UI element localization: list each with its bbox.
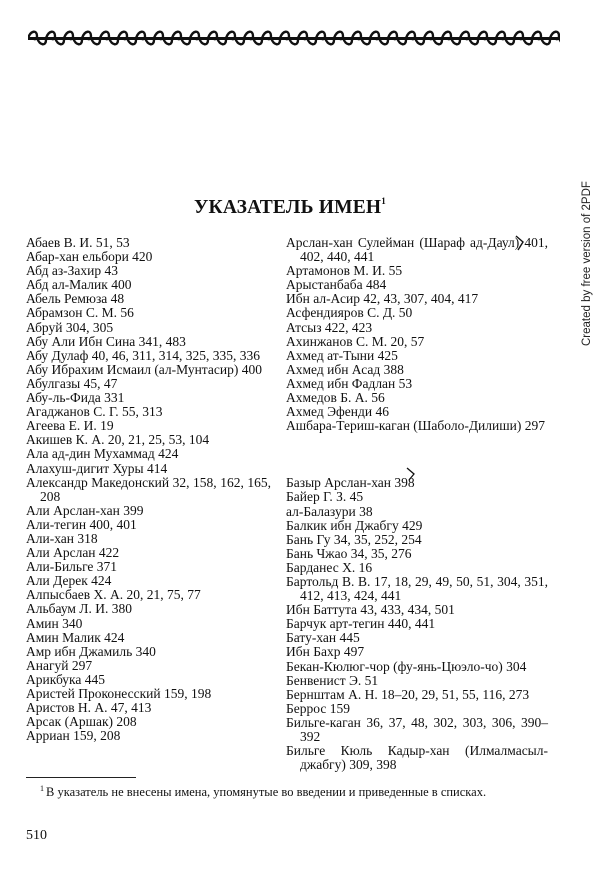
index-entry: Абар-хан ельбори 420: [26, 249, 153, 265]
index-entry: Ибн Баттута 43, 433, 434, 501: [286, 602, 455, 618]
index-entry: Базыр Арслан-хан 398: [286, 475, 415, 491]
index-entry: Ала ад-дин Мухаммад 424: [26, 446, 179, 462]
index-entry: Ибн ал-Асир 42, 43, 307, 404, 417: [286, 291, 479, 307]
index-entry: Ахмедов Б. А. 56: [286, 390, 385, 406]
index-entry: Бату-хан 445: [286, 630, 360, 646]
index-entry: Агеева Е. И. 19: [26, 418, 114, 434]
index-entry: Амин 340: [26, 615, 83, 631]
index-entry: Агаджанов С. Г. 55, 313: [26, 404, 163, 420]
index-entry: Арыстанбаба 484: [286, 277, 387, 293]
index-entry: Ибн Бахр 497: [286, 644, 365, 660]
index-entry: Али-хан 318: [26, 530, 98, 546]
pen-mark-icon: [405, 465, 419, 483]
footnote-text: В указатель не внесены имена, упомянутые во введении и приведенные в списках.: [46, 785, 487, 799]
index-entry: Али Арслан-хан 399: [26, 502, 144, 518]
index-entry: Абу-ль-Фида 331: [26, 390, 125, 406]
index-entry: Барчук арт-тегин 440, 441: [286, 616, 436, 632]
index-entry: Абд ал-Малик 400: [26, 277, 132, 293]
footnote-mark: 1: [40, 784, 44, 793]
index-entry: Ахмед ибн Фадлан 53: [286, 375, 413, 391]
index-entry: Анагуй 297: [26, 657, 93, 673]
index-entry: Абу Али Ибн Сина 341, 483: [26, 333, 186, 349]
index-entry: Бильге Кюль Кадыр-хан (Илмалмасыл-джабгу) 309, 398: [286, 743, 548, 773]
index-entry: Арриан 159, 208: [26, 728, 121, 744]
index-entry: Абу Дулаф 40, 46, 311, 314, 325, 335, 336: [26, 347, 261, 363]
index-entry: Ашбара-Териш-каган (Шаболо-Дилиши) 297: [286, 418, 545, 434]
index-entry: Абель Ремюза 48: [26, 291, 125, 307]
index-entry: Асфендияров С. Д. 50: [286, 305, 413, 321]
index-entry: Бань Чжао 34, 35, 276: [286, 545, 412, 561]
index-entry: Али Дерек 424: [26, 573, 112, 589]
page-title: [0, 196, 580, 219]
index-entry: Арслан-хан Сулейман (Шараф ад-Даул) 401, 402, 440, 441: [286, 235, 548, 265]
index-entry: Ахмед ат-Тыни 425: [286, 347, 398, 363]
index-entry: Альбаум Л. И. 380: [26, 601, 132, 617]
index-entry: Алпысбаев Х. А. 20, 21, 75, 77: [26, 587, 201, 603]
index-entry: Бильге-каган 36, 37, 48, 302, 303, 306, 390–392: [286, 714, 548, 744]
index-entry: Беррос 159: [286, 700, 350, 716]
index-entry: Абруй 304, 305: [26, 319, 114, 335]
index-entry: Алахуш-дигит Хуры 414: [26, 460, 168, 476]
index-group-b: [286, 476, 548, 772]
index-entry: Абд аз-Захир 43: [26, 263, 119, 279]
index-entry: Атсыз 422, 423: [286, 319, 373, 335]
index-column-left: [26, 236, 271, 743]
index-entry: Барданес Х. 16: [286, 559, 373, 575]
title-footnote-mark: 1: [381, 196, 386, 206]
index-entry: Абу Ибрахим Исмаил (ал-Мунтасир) 400: [26, 361, 262, 377]
footnote: [26, 781, 548, 800]
index-entry: Бань Гу 34, 35, 252, 254: [286, 531, 422, 547]
index-entry: Байер Г. З. 45: [286, 489, 364, 505]
footnote-rule: [26, 777, 136, 778]
watermark: [581, 181, 595, 356]
index-entry: Аристов Н. А. 47, 413: [26, 700, 152, 716]
ornament-border-icon: [28, 28, 560, 48]
pen-mark-icon: [513, 234, 527, 254]
index-entry: Ахмед ибн Асад 388: [286, 361, 404, 377]
index-entry: Арикбука 445: [26, 671, 106, 687]
index-entry: Али-Бильге 371: [26, 559, 118, 575]
index-entry: ал-Балазури 38: [286, 503, 373, 519]
index-entry: Александр Македонский 32, 158, 162, 165, 208: [26, 474, 271, 504]
index-entry: Бекан-Кюлюг-чор (фу-янь-Цюэло-чо) 304: [286, 658, 527, 674]
index-entry: Бартольд В. В. 17, 18, 29, 49, 50, 51, 304, 351, 412, 413, 424, 441: [286, 573, 548, 604]
index-entry: Амр ибн Джамиль 340: [26, 643, 156, 659]
index-entry: Акишев К. А. 20, 21, 25, 53, 104: [26, 432, 210, 448]
page-number: 510: [26, 828, 47, 843]
watermark-text: Created by free version of 2PDF: [581, 181, 593, 346]
title-text: УКАЗАТЕЛЬ ИМЕН: [193, 197, 382, 218]
index-entry: Али-тегин 400, 401: [26, 516, 137, 532]
index-entry: Аристей Проконесский 159, 198: [26, 686, 212, 701]
index-entry: Ахинжанов С. М. 20, 57: [286, 333, 425, 349]
index-entry: Амин Малик 424: [26, 629, 125, 645]
index-entry: Артамонов М. И. 55: [286, 263, 403, 279]
index-entry: Абулгазы 45, 47: [26, 375, 118, 391]
index-entry: Бенвенист Э. 51: [286, 672, 379, 688]
index-column-right: [286, 236, 548, 772]
index-entry: Абрамзон С. М. 56: [26, 305, 134, 321]
index-entry: Абаев В. И. 51, 53: [26, 235, 130, 250]
index-entry: Арсак (Аршак) 208: [26, 714, 137, 730]
index-entry: Бернштам А. Н. 18–20, 29, 51, 55, 116, 273: [286, 686, 530, 702]
index-entry: Ахмед Эфенди 46: [286, 404, 389, 420]
index-entry: Али Арслан 422: [26, 545, 120, 561]
index-entry: Балкик ибн Джабгу 429: [286, 517, 423, 533]
index-group-a: [286, 236, 548, 433]
